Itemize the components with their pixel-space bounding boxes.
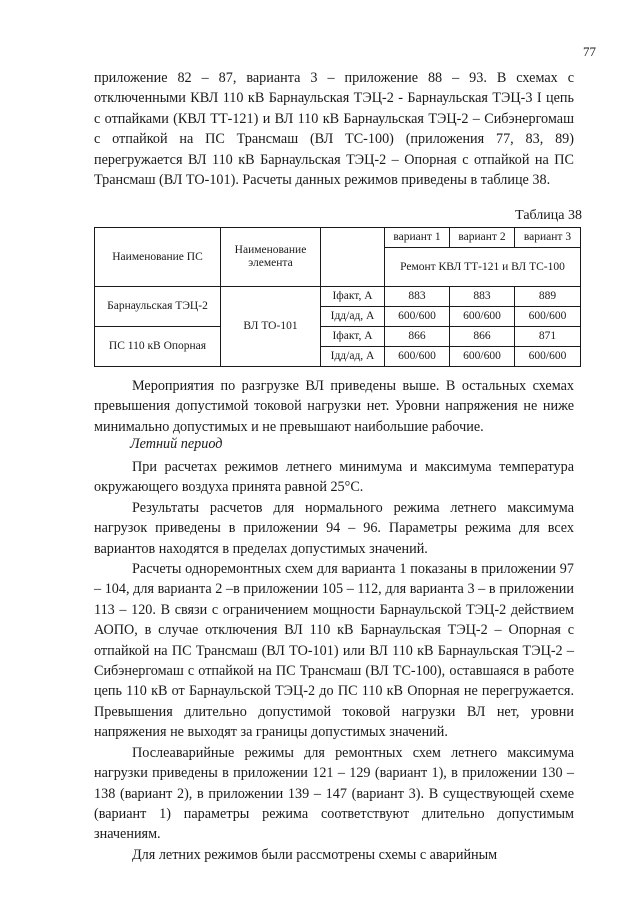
header-variant-1: вариант 1 bbox=[385, 228, 450, 248]
cell-value: 600/600 bbox=[385, 347, 450, 367]
table-38 bbox=[94, 227, 581, 367]
paragraph-5: Расчеты одноремонтных схем для варианта 1 показаны в приложении 97 – 104, для варианта 2 –в приложении 105 – 112, для варианта 3 – в приложении 113 – 120. В связи с ограничением мощности Барнаульской ТЭЦ-2 действием АОПО, в случае отключения ВЛ 110 кВ Барнаульская ТЭЦ-2 – Опорная с отпайкой на ПС Трансмаш (ВЛ ТО-101) или ВЛ 110 кВ Барнаульская ТЭЦ-2 – Сибэнергомаш с отпайкой на ПС Трансмаш (ВЛ ТС-100), оставшаяся в работе цепь 110 кВ от Барнаульской ТЭЦ-2 до ПС 110 кВ Опорная не перегружается. Превышения длительно допустимой токовой нагрузки ВЛ нет, уровни напряжения не выходят за границы допустимых значений. bbox=[94, 561, 574, 741]
cell-value: 866 bbox=[450, 327, 515, 347]
table-header-row bbox=[95, 228, 581, 248]
table-caption: Таблица 38 bbox=[515, 208, 582, 223]
paragraph-measures bbox=[94, 376, 574, 437]
cell-ps: Барнаульская ТЭЦ-2 bbox=[95, 287, 221, 327]
paragraph-2: Мероприятия по разгрузке ВЛ приведены выше. В остальных схемах превышения допустимой токовой нагрузки нет. Уровни напряжения не ниже минимально допустимых и не превышают наибольшие рабочие. bbox=[94, 378, 574, 435]
cell-value: 600/600 bbox=[385, 307, 450, 327]
cell-value: 871 bbox=[515, 327, 581, 347]
paragraph-1: приложение 82 – 87, варианта 3 – приложение 88 – 93. В схемах с отключенными КВЛ 110 кВ Барнаульская ТЭЦ-2 - Барнаульская ТЭЦ-3 I цепь с отпайками (КВЛ ТТ-121) и ВЛ 110 кВ Барнаульская ТЭЦ-2 – Сибэнергомаш с отпайкой на ПС Трансмаш (ВЛ ТС-100) (приложения 77, 83, 89) перегружается ВЛ 110 кВ Барнаульская ТЭЦ-2 – Опорная с отпайкой на ПС Трансмаш (ВЛ ТО-101). Расчеты данных режимов приведены в таблице 38. bbox=[94, 70, 574, 189]
header-variant-3: вариант 3 bbox=[515, 228, 581, 248]
cell-value: 883 bbox=[450, 287, 515, 307]
paragraph-4: Результаты расчетов для нормального режима летнего максимума нагрузок приведены в приложении 94 – 96. Параметры режима для всех вариантов находятся в пределах допустимых значений. bbox=[94, 499, 574, 557]
cell-value: 600/600 bbox=[450, 307, 515, 327]
header-ps-name: Наименование ПС bbox=[95, 228, 221, 287]
cell-value: 600/600 bbox=[450, 347, 515, 367]
cell-param: Iфакт, А bbox=[321, 327, 385, 347]
cell-value: 889 bbox=[515, 287, 581, 307]
header-variant-2: вариант 2 bbox=[450, 228, 515, 248]
subheading-summer: Летний период bbox=[130, 436, 223, 452]
cell-param: Iдд/ад, А bbox=[321, 307, 385, 327]
cell-param: Iфакт, А bbox=[321, 287, 385, 307]
cell-param: Iдд/ад, А bbox=[321, 347, 385, 367]
cell-value: 600/600 bbox=[515, 347, 581, 367]
paragraph-6: Послеаварийные режимы для ремонтных схем летнего максимума нагрузки приведены в приложении 121 – 129 (вариант 1), в приложении 130 – 138 (вариант 2), в приложении 139 – 147 (вариант 3). В существующей схеме (вариант 1) параметры режима соответствуют длительно допустимым значениям. bbox=[94, 744, 574, 843]
page-number: 77 bbox=[583, 44, 596, 59]
cell-ps: ПС 110 кВ Опорная bbox=[95, 327, 221, 367]
cell-value: 883 bbox=[385, 287, 450, 307]
cell-value: 866 bbox=[385, 327, 450, 347]
paragraph-3: При расчетах режимов летнего минимума и максимума температура окружающего воздуха принята равной 25°С. bbox=[94, 459, 574, 496]
header-repair: Ремонт КВЛ ТТ-121 и ВЛ ТС-100 bbox=[385, 248, 581, 287]
table-row bbox=[95, 327, 581, 347]
paragraph-7: Для летних режимов были рассмотрены схемы с аварийным bbox=[132, 846, 498, 863]
cell-value: 600/600 bbox=[515, 307, 581, 327]
header-param bbox=[321, 228, 385, 287]
paragraph-intro bbox=[94, 68, 574, 190]
table-row bbox=[95, 287, 581, 307]
header-element-name: Наименование элемента bbox=[221, 228, 321, 287]
paragraph-summer bbox=[94, 457, 574, 865]
cell-element: ВЛ ТО-101 bbox=[221, 287, 321, 367]
